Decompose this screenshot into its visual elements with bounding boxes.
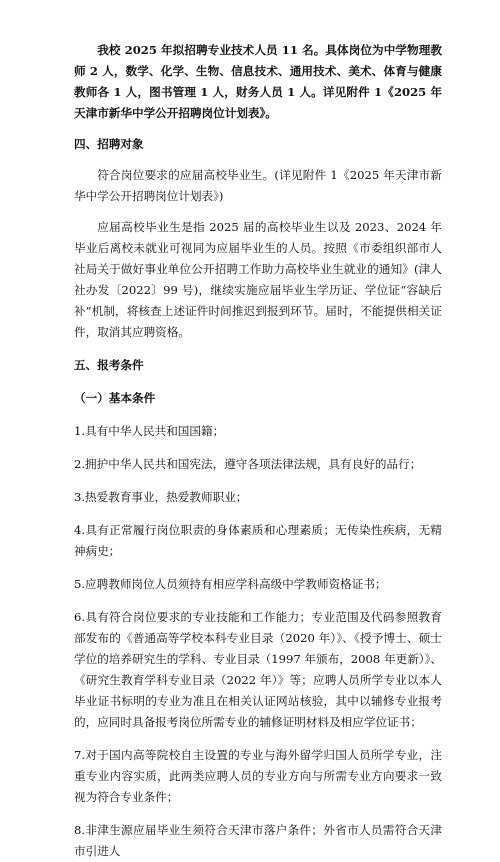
subsection1-heading: （一）基本条件 (74, 391, 156, 405)
condition-item: 7.对于国内高等院校自主设置的专业与海外留学归国人员所学专业，注重专业内容实质，此两类应聘人员的专业方向与所需专业方向要求一致视为符合专业条件； (74, 748, 442, 804)
condition-item: 3.热爱教育事业，热爱教师职业； (74, 490, 248, 504)
condition-item: 2.拥护中华人民共和国宪法，遵守各项法律法规，具有良好的品行； (74, 457, 422, 471)
condition-item: 5.应聘教师岗位人员须持有相应学科高级中学教师资格证书； (74, 577, 387, 591)
section4-heading: 四、招聘对象 (74, 137, 144, 151)
condition-item: 4.具有正常履行岗位职责的身体素质和心理素质；无传染性疾病，无精神病史； (74, 523, 442, 558)
intro-paragraph: 我校 2025 年拟招聘专业技术人员 11 名。具体岗位为中学物理教师 2 人，数学、化学、生物、信息技术、通用技术、美术、体育与健康教师各 1 人，图书管理 1 人，财务人员 1 人。详见附件 1《2025 年天津市新华中学公开招聘岗位计划表》。 (74, 43, 442, 120)
section4-paragraph-2: 应届高校毕业生是指 2025 届的高校毕业生以及 2023、2024 年毕业后离校未就业可视同为应届毕业生的人员。按照《市委组织部市人社局关于做好事业单位公开招聘工作助力高校毕业生就业的通知》(津人社办发〔2022〕99 号)，继续实施应届毕业生学历证、学位证“容缺后补”机制，将核查上述证件时间推迟到报到环节。届时，不能提供相关证件，取消其应聘资格。 (74, 220, 442, 339)
section5-heading: 五、报考条件 (74, 358, 144, 372)
section4-paragraph-1: 符合岗位要求的应届高校毕业生。(详见附件 1《2025 年天津市新华中学公开招聘岗位计划表》) (74, 168, 442, 203)
condition-item: 6.具有符合岗位要求的专业技能和工作能力；专业范围及代码参照教育部发布的《普通高等学校本科专业目录（2020 年）》、《授予博士、硕士学位的培养研究生的学科、专业目录（1997 年颁布，2008 年更新）》、《研究生教育学科专业目录（2022 年）》等；应聘人员所学专业以本人毕业证书标明的专业为准且在相关认证网站核验，其中以辅修专业报考的，应同时具备报考岗位所需专业的辅修证明材料及相应学位证书； (74, 610, 442, 729)
condition-item: 8.非津生源应届毕业生须符合天津市落户条件；外省市人员需符合天津市引进人 (74, 823, 442, 858)
condition-item: 1.具有中华人民共和国国籍； (74, 424, 225, 438)
